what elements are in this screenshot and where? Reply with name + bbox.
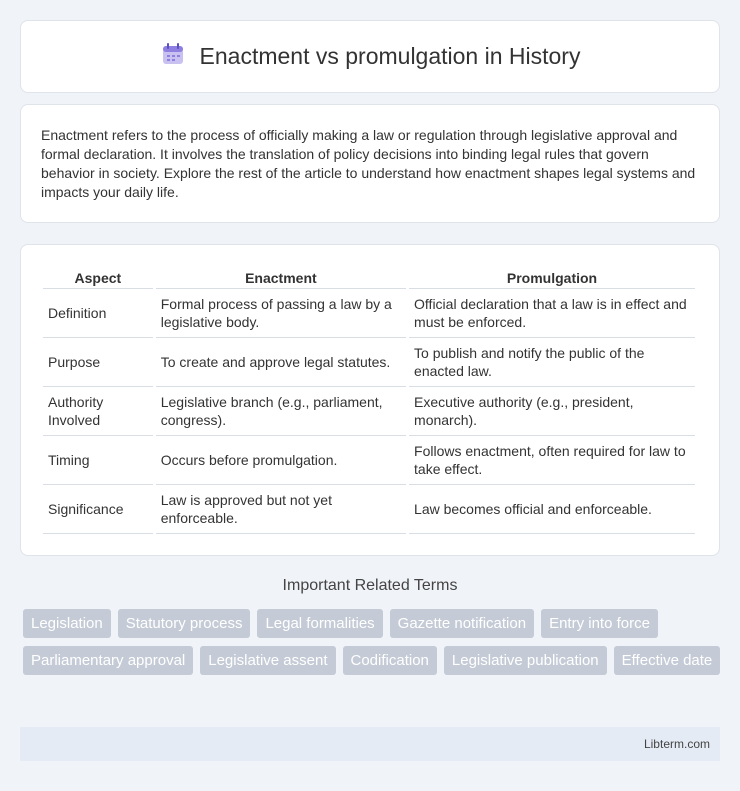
tag-legislation[interactable]: Legislation bbox=[23, 609, 111, 638]
table-row bbox=[43, 289, 695, 338]
footer bbox=[20, 727, 720, 761]
cell-aspect: Purpose bbox=[43, 338, 153, 387]
tag-codification[interactable]: Codification bbox=[343, 646, 437, 675]
cell-aspect: Significance bbox=[43, 485, 153, 534]
cell-aspect: Definition bbox=[43, 289, 153, 338]
cell-promulgation: To publish and notify the public of the enacted law. bbox=[409, 338, 695, 387]
header-enactment: Enactment bbox=[156, 267, 406, 289]
cell-promulgation: Follows enactment, often required for law to take effect. bbox=[409, 436, 695, 485]
cell-enactment: Legislative branch (e.g., parliament, congress). bbox=[156, 387, 406, 436]
cell-enactment: Law is approved but not yet enforceable. bbox=[156, 485, 406, 534]
cell-enactment: Formal process of passing a law by a legislative body. bbox=[156, 289, 406, 338]
intro-text: Enactment refers to the process of officially making a law or regulation through legislative approval and formal declaration. It involves the translation of policy decisions into binding legal rules that govern behavior in society. Explore the rest of the article to understand how enactment shapes legal systems and impacts your daily life. bbox=[41, 127, 696, 200]
tag-statutory-process[interactable]: Statutory process bbox=[118, 609, 251, 638]
page-title: Enactment vs promulgation in History bbox=[199, 43, 581, 69]
calendar-icon bbox=[160, 41, 186, 72]
title-wrap bbox=[160, 41, 581, 72]
header-aspect: Aspect bbox=[43, 267, 153, 289]
cell-enactment: To create and approve legal statutes. bbox=[156, 338, 406, 387]
tag-parliamentary-approval[interactable]: Parliamentary approval bbox=[23, 646, 193, 675]
tag-entry-into-force[interactable]: Entry into force bbox=[541, 609, 658, 638]
intro-card bbox=[20, 104, 720, 223]
table-row bbox=[43, 436, 695, 485]
cell-promulgation: Executive authority (e.g., president, monarch). bbox=[409, 387, 695, 436]
tag-legislative-assent[interactable]: Legislative assent bbox=[200, 646, 335, 675]
tag-legislative-publication[interactable]: Legislative publication bbox=[444, 646, 607, 675]
comparison-table-card bbox=[20, 244, 720, 556]
cell-aspect: Timing bbox=[43, 436, 153, 485]
table-row bbox=[43, 387, 695, 436]
related-terms-title: Important Related Terms bbox=[282, 577, 458, 594]
table-row bbox=[43, 485, 695, 534]
cell-enactment: Occurs before promulgation. bbox=[156, 436, 406, 485]
table-row bbox=[43, 338, 695, 387]
cell-aspect: Authority Involved bbox=[43, 387, 153, 436]
cell-promulgation: Law becomes official and enforceable. bbox=[409, 485, 695, 534]
cell-promulgation: Official declaration that a law is in effect and must be enforced. bbox=[409, 289, 695, 338]
table-header-row bbox=[43, 267, 695, 289]
footer-link[interactable]: Libterm.com bbox=[643, 737, 710, 751]
related-terms-tags bbox=[23, 609, 723, 675]
tag-gazette-notification[interactable]: Gazette notification bbox=[390, 609, 534, 638]
tag-legal-formalities[interactable]: Legal formalities bbox=[257, 609, 382, 638]
header-card bbox=[20, 20, 720, 93]
comparison-table bbox=[40, 267, 698, 534]
tag-effective-date[interactable]: Effective date bbox=[614, 646, 721, 675]
header-promulgation: Promulgation bbox=[409, 267, 695, 289]
